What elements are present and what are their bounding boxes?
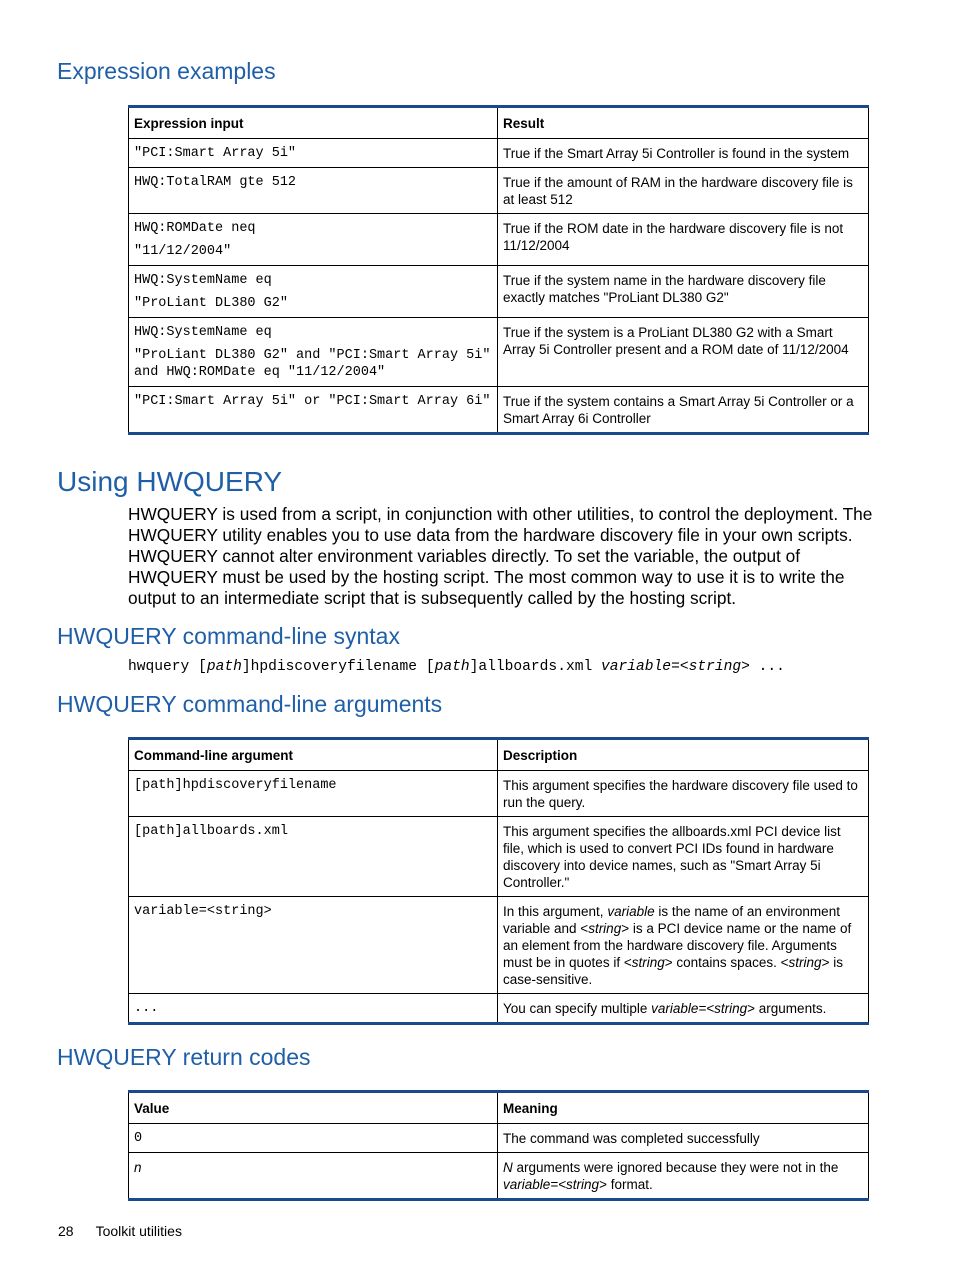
table-row: [129, 139, 869, 168]
syntax-variable: variable: [601, 659, 672, 675]
table-header-row: [129, 107, 869, 139]
column-header: Result: [498, 107, 869, 139]
meaning-cell: The command was completed successfully: [498, 1124, 869, 1153]
section-heading-expression-examples: Expression examples: [57, 58, 276, 84]
column-header: Description: [498, 739, 869, 771]
syntax-string: string: [688, 659, 742, 675]
table-row: [129, 994, 869, 1024]
argument-cell: ...: [129, 994, 498, 1024]
table-row: [129, 1124, 869, 1153]
result-cell: True if the Smart Array 5i Controller is found in the system: [498, 139, 869, 168]
result-cell: True if the system name in the hardware discovery file exactly matches "ProLiant DL380 G2": [498, 266, 869, 318]
description-cell: In this argument, variable is the name of an environment variable and <string> is a PCI device name or the name of an element from the hardware discovery file. Arguments must be in quotes if <string> contains spaces. <string> is case-sensitive.: [498, 897, 869, 994]
value-cell: 0: [129, 1124, 498, 1153]
section-heading-using-hwquery: Using HWQUERY: [57, 466, 283, 497]
syntax-discovery-file: hpdiscoveryfilename: [250, 659, 418, 675]
description-cell: You can specify multiple variable=<string> arguments.: [498, 994, 869, 1024]
return-codes-table: [128, 1090, 869, 1201]
description-cell: This argument specifies the hardware discovery file used to run the query.: [498, 771, 869, 817]
expression-input-cell: HWQ:TotalRAM gte 512: [129, 168, 498, 214]
footer-title: Toolkit utilities: [95, 1223, 182, 1239]
command-syntax-line: hwquery [path]hpdiscoveryfilename [path]allboards.xml variable=<string> ...: [128, 659, 785, 675]
table-row: [129, 1153, 869, 1200]
expression-input-cell: HWQ:SystemName eq "ProLiant DL380 G2" and "PCI:Smart Array 5i" and HWQ:ROMDate eq "11/12/2004": [129, 318, 498, 387]
argument-cell: variable=<string>: [129, 897, 498, 994]
expression-input-cell: HWQ:ROMDate neq "11/12/2004": [129, 214, 498, 266]
table-row: [129, 318, 869, 387]
command-line-arguments-table: [128, 737, 869, 1025]
table-row: [129, 817, 869, 897]
result-cell: True if the system is a ProLiant DL380 G2 with a Smart Array 5i Controller present and a ROM date of 11/12/2004: [498, 318, 869, 387]
argument-cell: [path]allboards.xml: [129, 817, 498, 897]
description-cell: This argument specifies the allboards.xml PCI device list file, which is used to convert PCI IDs found in hardware discovery into device names, such as "Smart Array 5i Controller.": [498, 817, 869, 897]
argument-cell: [path]hpdiscoveryfilename: [129, 771, 498, 817]
syntax-allboards-file: allboards.xml: [478, 659, 593, 675]
column-header: Meaning: [498, 1092, 869, 1124]
table-row: [129, 771, 869, 817]
section-heading-command-line-syntax: HWQUERY command-line syntax: [57, 623, 400, 649]
expression-input-cell: "PCI:Smart Array 5i" or "PCI:Smart Array 6i": [129, 387, 498, 434]
expression-input-cell: HWQ:SystemName eq "ProLiant DL380 G2": [129, 266, 498, 318]
table-row: [129, 387, 869, 434]
meaning-cell: N arguments were ignored because they were not in the variable=<string> format.: [498, 1153, 869, 1200]
table-row: [129, 897, 869, 994]
page-footer: [58, 1223, 182, 1239]
syntax-path-placeholder: path: [206, 659, 242, 675]
syntax-path-placeholder: path: [434, 659, 470, 675]
column-header: Command-line argument: [129, 739, 498, 771]
expression-examples-table: [128, 105, 869, 435]
table-row: [129, 214, 869, 266]
column-header: Expression input: [129, 107, 498, 139]
result-cell: True if the amount of RAM in the hardware discovery file is at least 512: [498, 168, 869, 214]
table-header-row: [129, 1092, 869, 1124]
result-cell: True if the ROM date in the hardware discovery file is not 11/12/2004: [498, 214, 869, 266]
result-cell: True if the system contains a Smart Array 5i Controller or a Smart Array 6i Controller: [498, 387, 869, 434]
table-header-row: [129, 739, 869, 771]
section-heading-command-line-arguments: HWQUERY command-line arguments: [57, 691, 443, 717]
table-row: [129, 168, 869, 214]
section-heading-return-codes: HWQUERY return codes: [57, 1044, 311, 1070]
expression-input-cell: "PCI:Smart Array 5i": [129, 139, 498, 168]
value-cell: n: [129, 1153, 498, 1200]
table-row: [129, 266, 869, 318]
syntax-command: hwquery: [128, 659, 190, 675]
page-number: 28: [58, 1223, 74, 1239]
column-header: Value: [129, 1092, 498, 1124]
using-hwquery-paragraph: HWQUERY is used from a script, in conjunction with other utilities, to control the deployment. The HWQUERY utility enables you to use data from the hardware discovery file in your own scripts. HWQUERY cannot alter environment variables directly. To set the variable, the output of HWQUERY must be used by the hosting script. The most common way to use it is to write the output to an intermediate script that is subsequently called by the hosting script.: [128, 504, 873, 608]
